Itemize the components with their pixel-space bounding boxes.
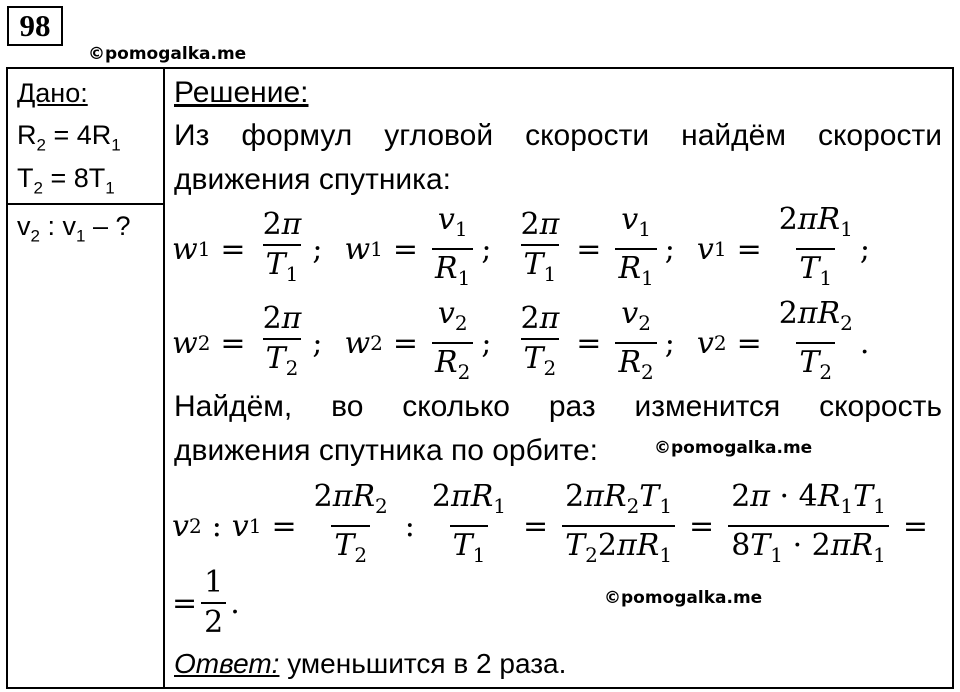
given-r: $R_2 = 4R_1$ — [17, 120, 121, 155]
given-t: $T_2 = 8T_1$ — [17, 163, 115, 198]
answer-text: уменьшится в 2 раза. — [279, 648, 567, 679]
solution-mid-line1: Найдём, во сколько раз изменится скорость — [174, 390, 942, 423]
column-divider — [163, 67, 165, 689]
answer-label: Ответ: — [174, 648, 280, 679]
solution-mid-line2: движения спутника по орбите: — [174, 434, 598, 467]
watermark-middle: ©pomogalka.me — [654, 438, 813, 458]
solution-intro-line2: движения спутника: — [174, 163, 451, 196]
answer-line — [174, 648, 566, 680]
solution-heading: Решение: — [174, 76, 309, 109]
formula-row-2: w 2 = $\frac{2\pi}{T_2}$ ; w 2 = $\frac{v_2}{R_2}$ ; $\frac{2\pi}{T_2}$ = $\frac{v_2}{R_2}$ ; v 2 = $\frac{2\pi R_2}{T_2}$ . — [172, 297, 869, 389]
formula-row-1: w 1 = $\frac{2\pi}{T_1}$ ; w 1 = $\frac{v_1}{R_1}$ ; $\frac{2\pi}{T_1}$ = $\frac{v_1}{R_1}$ ; v 1 = $\frac{2\pi R_1}{T_1}$ ; — [172, 203, 870, 295]
watermark-top: ©pomogalka.me — [88, 44, 247, 64]
problem-number: 98 — [7, 6, 63, 46]
find-ratio: $v_2$ : $v_1$ – ? — [17, 211, 131, 246]
solution-intro-line1: Из формул угловой скорости найдём скорости — [174, 119, 942, 152]
ratio-formula: v 2 : v 1 = $\frac{2\pi R_2}{T_2}$ : $\frac{2\pi R_1}{T_1}$ = $\frac{2\pi R_2T_1}{T_22\pi R_1}$ = $\frac{2\pi \cdot 4R_1T_1}{8T_1 \cdot 2\pi R_1}$ = — [172, 480, 938, 572]
ratio-result: = $\frac{1}{2}$ . — [172, 565, 240, 640]
given-heading: Дано: — [17, 78, 88, 108]
watermark-bottom: ©pomogalka.me — [604, 588, 763, 608]
given-divider — [6, 203, 165, 205]
